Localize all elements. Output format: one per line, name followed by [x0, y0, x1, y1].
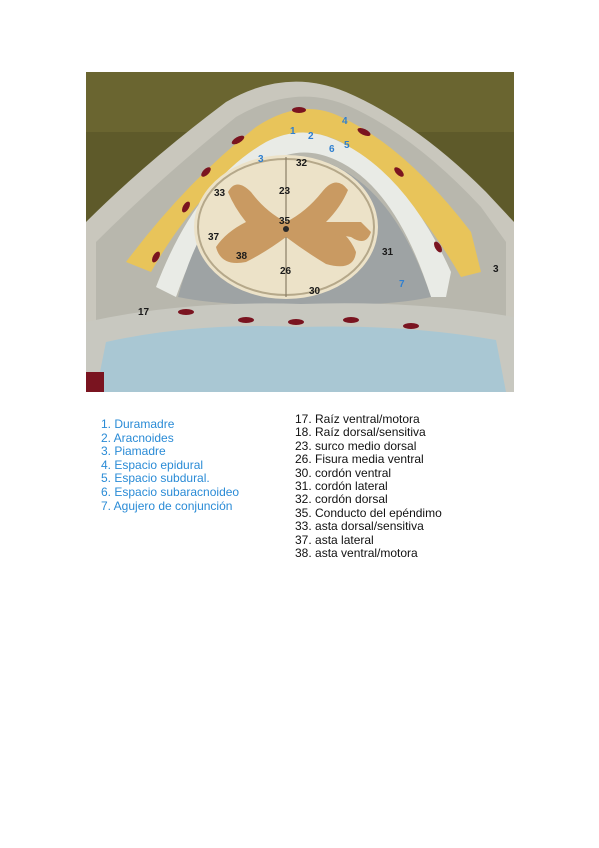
legend-item: 33. asta dorsal/sensitiva: [295, 519, 424, 534]
legend-item: 3. Piamadre: [101, 444, 166, 459]
legend-item: 37. asta lateral: [295, 532, 374, 547]
label-37: 37: [208, 232, 220, 243]
label-32: 32: [296, 158, 308, 169]
label-26: 26: [280, 266, 292, 277]
label-4: 4: [342, 116, 348, 127]
label-6: 6: [329, 144, 335, 155]
label-5: 5: [344, 140, 350, 151]
label-23: 23: [279, 186, 291, 197]
label-3-right: 3: [493, 264, 499, 275]
legend-item: 38. asta ventral/motora: [295, 546, 418, 561]
legend-item: 18. Raíz dorsal/sensitiva: [295, 425, 426, 440]
legend-item: 30. cordón ventral: [295, 465, 392, 480]
label-17: 17: [138, 307, 150, 318]
legend-item: 35. Conducto del epéndimo: [295, 505, 442, 520]
label-30: 30: [309, 286, 321, 297]
legend-item: 7. Agujero de conjunción: [101, 498, 233, 513]
label-35: 35: [279, 216, 291, 227]
legend-item: 17. Raíz ventral/motora: [295, 412, 420, 426]
label-2: 2: [308, 131, 314, 142]
label-31: 31: [382, 247, 394, 258]
legend-item: 2. Aracnoides: [101, 430, 174, 445]
spinal-cord-model-illustration: [86, 72, 514, 392]
legend-meninges-list: [101, 418, 239, 513]
label-1: 1: [290, 126, 296, 137]
legend-item: 4. Espacio epidural: [101, 457, 204, 472]
label-33: 33: [214, 188, 226, 199]
legend-item: 1. Duramadre: [101, 417, 175, 431]
label-38: 38: [236, 251, 248, 262]
legend-item: 26. Fisura media ventral: [295, 452, 424, 467]
spinal-cord-cross-section-photo: [86, 72, 514, 392]
legend-item: 31. cordón lateral: [295, 479, 388, 494]
label-7: 7: [399, 279, 405, 290]
legend-item: 5. Espacio subdural.: [101, 471, 210, 486]
legend-spinal-cord-list: [295, 413, 442, 560]
legend-item: 32. cordón dorsal: [295, 492, 388, 507]
legend-item: 23. surco medio dorsal: [295, 438, 417, 453]
label-3: 3: [258, 154, 264, 165]
legend-item: 6. Espacio subaracnoideo: [101, 484, 240, 499]
